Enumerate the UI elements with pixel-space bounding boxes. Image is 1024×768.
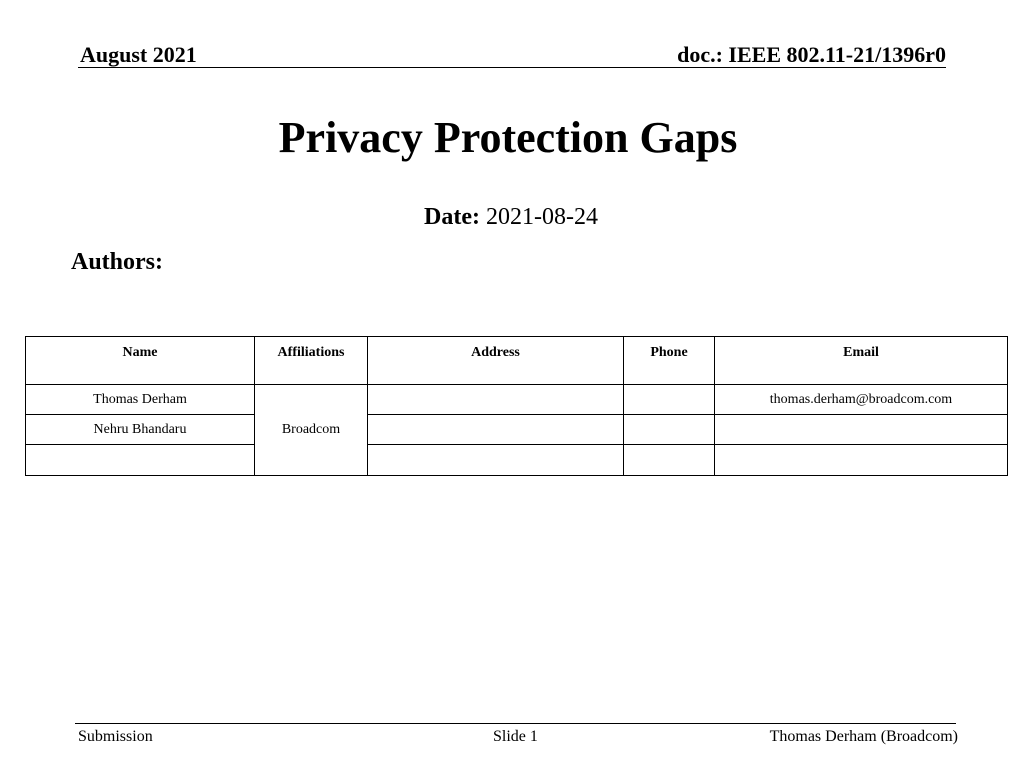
author-name-cell: Thomas Derham bbox=[26, 385, 255, 415]
author-phone-cell bbox=[624, 415, 715, 445]
header-doc-id: doc.: IEEE 802.11-21/1396r0 bbox=[677, 42, 946, 67]
date-value: 2021-08-24 bbox=[479, 204, 598, 230]
author-phone-cell bbox=[624, 445, 715, 476]
header-rule bbox=[78, 67, 946, 68]
table-row bbox=[26, 385, 1008, 415]
author-email-cell bbox=[715, 445, 1008, 476]
author-affiliation-cell: Broadcom bbox=[255, 385, 368, 476]
authors-table bbox=[25, 336, 1008, 476]
author-name-cell: Nehru Bhandaru bbox=[26, 415, 255, 445]
date-label: Date: bbox=[424, 204, 480, 230]
column-header-affiliations: Affiliations bbox=[255, 337, 368, 385]
authors-label: Authors: bbox=[71, 249, 164, 275]
column-header-phone: Phone bbox=[624, 337, 715, 385]
author-address-cell bbox=[368, 445, 624, 476]
slide-title: Privacy Protection Gaps bbox=[278, 113, 738, 162]
footer-submission: Submission bbox=[78, 728, 153, 745]
table-row bbox=[26, 415, 1008, 445]
author-email-cell bbox=[715, 415, 1008, 445]
column-header-email: Email bbox=[715, 337, 1008, 385]
table-header-row bbox=[26, 337, 1008, 385]
author-address-cell bbox=[368, 415, 624, 445]
author-address-cell bbox=[368, 385, 624, 415]
author-name-cell bbox=[26, 445, 255, 476]
header-date: August 2021 bbox=[80, 42, 197, 67]
author-phone-cell bbox=[624, 385, 715, 415]
column-header-name: Name bbox=[26, 337, 255, 385]
author-email-cell: thomas.derham@broadcom.com bbox=[715, 385, 1008, 415]
column-header-address: Address bbox=[368, 337, 624, 385]
footer-author: Thomas Derham (Broadcom) bbox=[769, 728, 958, 745]
date-line bbox=[0, 204, 1022, 231]
table-row bbox=[26, 445, 1008, 476]
footer-slide-number: Slide 1 bbox=[493, 728, 538, 745]
footer-rule bbox=[75, 723, 956, 724]
